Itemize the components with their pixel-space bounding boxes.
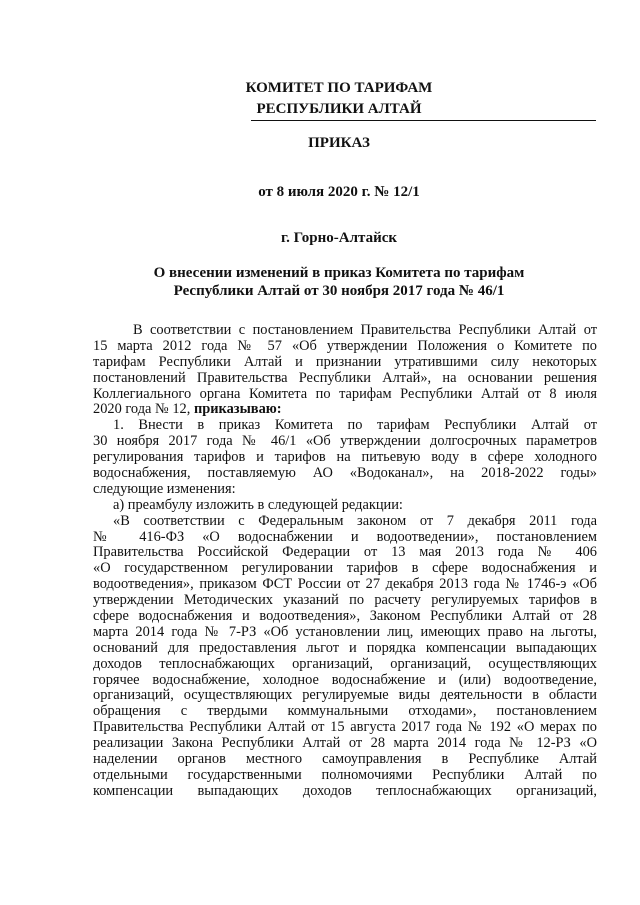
body-line: Правительства Республики Алтай от 15 августа 2017 года № 192 «О мерах по xyxy=(93,720,597,736)
body-line: марта 2014 года № 7-РЗ «Об установлении лиц, имеющих право на льготы, xyxy=(93,624,597,640)
body-line: «В соответствии с Федеральным законом от 7 декабря 2011 года xyxy=(113,513,597,529)
body-line: В соответствии с постановлением Правительства Республики Алтай от xyxy=(133,323,597,338)
org-name-line2: РЕСПУБЛИКИ АЛТАЙ xyxy=(256,101,422,117)
body-line: горячее водоснабжение, холодное водоснабжение и (или) водоотведение, xyxy=(93,672,597,688)
doc-title-line2: Республики Алтай от 30 ноября 2017 года № 46/1 xyxy=(173,283,505,299)
body-line: тарифам Республики Алтай и признании утратившими силу некоторых xyxy=(93,354,597,370)
body-line: водоснабжения, поставляемую АО «Водоканал», на 2018-2022 годы» xyxy=(93,466,597,482)
body-line: доходов теплоснабжающих организаций, организаций, осуществляющих xyxy=(93,656,597,672)
body-line: следующие изменения: xyxy=(93,481,236,497)
body-line: сфере водоснабжения и водоотведения», Законом Республики Алтай от 28 xyxy=(93,609,597,625)
body-line: реализации Закона Республики Алтай от 28 марта 2014 года № 12-РЗ «О xyxy=(93,736,597,752)
body-line xyxy=(93,402,597,418)
doc-city: г. Горно-Алтайск xyxy=(280,230,398,246)
body-line: Коллегиального органа Комитета по тарифам Республики Алтай от 8 июля xyxy=(93,386,597,402)
body-line: компенсации выпадающих доходов теплоснабжающих организаций, xyxy=(93,783,597,799)
doc-title-line1: О внесении изменений в приказ Комитета по тарифам xyxy=(153,265,525,281)
order-word: приказываю: xyxy=(193,402,282,418)
doc-type: ПРИКАЗ xyxy=(308,135,370,151)
body-line: отдельными государственными полномочиями Республики Алтай по xyxy=(93,767,597,783)
body-line: 15 марта 2012 года № 57 «Об утверждении Положения о Комитете по xyxy=(93,338,597,354)
document-body xyxy=(93,323,597,800)
body-line: регулирования тарифов и тарифов на питьевую воду в сфере холодного xyxy=(93,450,597,466)
body-line: а) преамбулу изложить в следующей редакции: xyxy=(113,497,403,513)
body-line: наделении органов местного самоуправления в Республике Алтай xyxy=(93,752,597,768)
body-line: водоотведения», приказом ФСТ России от 27 декабря 2013 года № 1746-э «Об xyxy=(93,577,597,593)
body-line: 1. Внести в приказ Комитета по тарифам Республики Алтай от xyxy=(113,418,597,434)
doc-date-number: от 8 июля 2020 г. № 12/1 xyxy=(258,184,420,200)
org-name-line1: КОМИТЕТ ПО ТАРИФАМ xyxy=(245,80,433,96)
body-line: Правительства Российской Федерации от 13 мая 2013 года № 406 xyxy=(93,545,597,561)
body-line: постановлений Правительства Республики Алтай», на основании решения xyxy=(93,370,597,386)
body-line: оснований для предоставления льгот и порядка компенсации выпадающих xyxy=(93,640,597,656)
body-line: организаций, осуществляющих регулируемые виды деятельности в области xyxy=(93,688,597,704)
body-line-text: 2020 года № 12, xyxy=(93,402,191,418)
header-rule xyxy=(251,120,596,121)
body-line: обращения с твердыми коммунальными отходами», постановлением xyxy=(93,704,597,720)
body-line: 30 ноября 2017 года № 46/1 «Об утверждении долгосрочных параметров xyxy=(93,434,597,450)
body-line: «О государственном регулировании тарифов в сфере водоснабжения и xyxy=(93,561,597,577)
body-line: утверждении Методических указаний по расчету регулируемых тарифов в xyxy=(93,593,597,609)
body-line: № 416-ФЗ «О водоснабжении и водоотведении», постановлением xyxy=(93,529,597,545)
